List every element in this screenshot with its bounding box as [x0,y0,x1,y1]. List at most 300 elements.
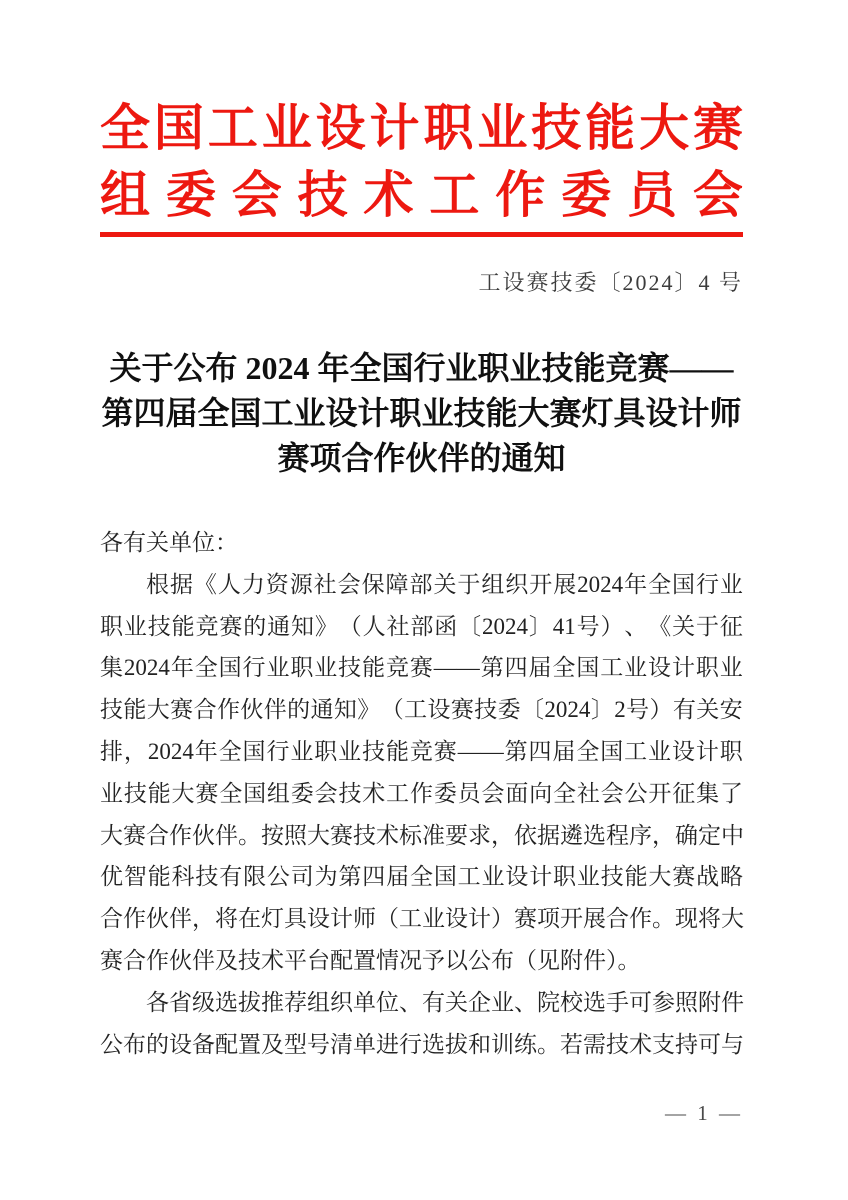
text-token: ， [192,906,215,932]
text-token: 人 [217,571,241,597]
text-token: 《 [193,571,217,597]
text-token: 能 [585,100,636,156]
text-token: 能 [147,780,171,806]
text-token: 函 [434,613,458,639]
text-token: 通 [267,613,291,639]
text-token: 2024 [123,655,170,681]
text-token: 设 [671,738,695,764]
text-token: 竞 [409,738,433,764]
text-token: 序 [629,822,652,848]
text-token: 行 [695,571,719,597]
text-token: 可 [629,989,652,1015]
text-token: 业 [481,864,505,890]
text-token: 第 [338,864,362,890]
text-token: 能 [123,697,147,723]
text-token: 参 [652,989,675,1015]
text-token: 部 [409,571,433,597]
text-token: 行 [399,1031,422,1057]
body-line [100,898,743,940]
text-token: 工 [386,780,410,806]
text-token: 持 [675,1031,698,1057]
text-token: 2024 [147,738,194,764]
text-token: 照 [675,989,698,1015]
text-token: 推 [261,989,284,1015]
text-token: 需 [583,1031,606,1057]
body-line [100,815,743,857]
text-token: 安 [719,697,743,723]
text-token: 工 [207,100,258,156]
text-token: 通 [310,697,334,723]
text-token: 和 [468,1031,491,1057]
text-token: 术 [629,1031,652,1057]
text-token: 员 [457,780,481,806]
text-token: 院 [537,989,560,1015]
text-token: 〕 [590,697,614,723]
text-token: 具 [284,906,307,932]
text-token: 全 [576,738,600,764]
text-token: 中 [721,822,744,848]
text-token: 技 [338,780,362,806]
text-token: 有 [219,864,243,890]
text-token: 照 [284,822,307,848]
body-line [100,689,743,731]
text-token: 设 [315,100,366,156]
text-token: 技 [338,655,362,681]
text-token: 准 [422,822,445,848]
text-token: 训 [491,1031,514,1057]
letterhead-line-2 [100,162,743,229]
text-token: 拔 [445,1031,468,1057]
text-token: 据 [169,571,193,597]
text-token: 职 [553,864,577,890]
text-token: 集 [100,655,123,681]
doc-number: 工设赛技委〔2024〕4 号 [478,270,743,295]
text-token: 选 [583,989,606,1015]
text-token: 大 [648,864,672,890]
text-token: 可 [698,1031,721,1057]
text-token: 赛 [450,697,474,723]
text-token: 技 [297,167,348,223]
text-token: （ [338,613,362,639]
text-token: 排 [100,738,123,764]
text-token: 技 [474,697,498,723]
body-line: 各有关单位： [100,530,238,555]
text-token: 大 [146,697,170,723]
text-token: 于 [696,613,719,639]
text-token: 会 [314,780,338,806]
text-token: 计 [330,906,353,932]
text-token: 委 [561,167,612,223]
text-token: 师 [353,906,376,932]
text-token: 业 [338,738,362,764]
text-token: 伙 [240,697,264,723]
text-token: 号 [626,697,650,723]
text-token: 全 [100,100,150,156]
text-token: 荐 [284,989,307,1015]
text-token: ） [649,697,673,723]
text-token: 合 [193,697,217,723]
text-token: 的 [243,613,267,639]
text-token: 设 [169,1031,192,1057]
text-token: ， [491,822,514,848]
text-token: 求 [468,822,491,848]
text-token: 业 [290,738,314,764]
text-token: 大 [100,822,123,848]
text-token: 伙 [146,906,169,932]
text-token: —— [433,655,480,681]
text-token: 力 [241,571,265,597]
text-token: 业 [624,655,648,681]
text-token: 限 [243,864,267,890]
text-token: 组 [100,167,150,223]
body-line: 赛合作伙伴及技术平台配置情况予以公布（见附件）。 [100,947,641,973]
body-line [100,982,743,1024]
text-token: 业 [477,100,528,156]
text-token: 单 [353,989,376,1015]
text-token: 国 [243,780,267,806]
text-token: —— [457,738,504,764]
text-token: 赛 [170,697,194,723]
text-token: 员 [627,167,677,223]
text-token: 业 [266,655,290,681]
text-token: 型 [284,1031,307,1057]
text-token: 赛 [672,864,696,890]
text-token: 确 [675,822,698,848]
text-token: 作 [409,780,433,806]
text-token: 。 [238,822,261,848]
text-token: 作 [495,167,546,223]
text-token: 行 [266,738,290,764]
text-token: 开 [648,780,672,806]
text-token: 组 [266,780,290,806]
text-token: 业 [576,864,600,890]
text-token: 选 [215,989,238,1015]
text-token: 委 [433,780,457,806]
text-token: 清 [330,1031,353,1057]
text-token: 集 [696,780,720,806]
text-token: 练 [514,1031,537,1057]
body-line [100,564,743,606]
text-token: 届 [386,864,410,890]
text-token: 〕 [528,613,552,639]
text-token: 2024 [544,697,591,723]
text-token: 设 [648,655,672,681]
text-token: 能 [624,864,648,890]
text-token: 术 [363,167,414,223]
text-token: 社 [576,780,600,806]
text-token: 关 [672,613,696,639]
text-token: 竞 [195,613,219,639]
text-token: 号 [576,613,600,639]
text-token: 伴 [169,906,192,932]
text-token: 织 [505,571,529,597]
text-token: 件 [721,989,744,1015]
text-token: 国 [242,738,266,764]
text-token: 面 [505,780,529,806]
text-token: （ [376,906,399,932]
text-token: 届 [552,738,576,764]
text-token: 技 [606,1031,629,1057]
text-token: 伴 [215,822,238,848]
text-token: 大 [639,100,690,156]
text-token: 单 [353,1031,376,1057]
text-token: 及 [261,1031,284,1057]
text-token: 赛 [514,906,537,932]
text-token: 开 [529,571,553,597]
text-token: 关 [696,697,720,723]
text-token: 将 [698,906,721,932]
text-token: 计 [369,100,420,156]
text-token: 现 [675,906,698,932]
text-token: 知 [333,697,357,723]
title-line-2: 第四届全国工业设计职业技能大赛灯具设计师 [101,395,742,431]
text-token: 公 [624,780,648,806]
text-token: 技 [531,100,582,156]
text-token: 职 [290,655,314,681]
text-token: 全 [219,780,243,806]
text-token: 赛 [330,822,353,848]
text-token: ） [491,906,514,932]
text-token: 〔 [521,697,545,723]
text-token: 、 [399,989,422,1015]
text-token: 技 [100,697,123,723]
text-token: 智 [123,864,147,890]
text-token: 计 [529,864,553,890]
text-token: 国 [433,864,457,890]
text-token: 〔 [458,613,482,639]
text-token: 知 [291,613,314,639]
text-token: 国 [153,100,204,156]
text-token: 依 [514,822,537,848]
text-token: 年 [170,655,194,681]
text-token: 术 [362,780,386,806]
text-token: 根 [146,571,169,597]
text-token: 设 [427,697,451,723]
text-token: 工 [600,655,624,681]
text-token: 职 [695,655,719,681]
text-token: 合 [100,906,123,932]
text-token: 定 [698,822,721,848]
text-token: 展 [553,571,577,597]
text-token: 赛 [219,613,243,639]
text-token: 技 [195,864,219,890]
text-token: 设 [307,906,330,932]
text-token: 若 [560,1031,583,1057]
text-token: 拔 [238,989,261,1015]
text-token: 各 [146,989,169,1015]
text-token: 国 [600,738,624,764]
document-body [100,522,743,1065]
text-token: 会 [231,167,282,223]
text-token: 标 [399,822,422,848]
text-token: 作 [169,822,192,848]
text-token: 会 [692,167,743,223]
text-token: 国 [576,655,600,681]
text-token: 进 [376,1031,399,1057]
text-token: 、 [514,989,537,1015]
text-token: 织 [330,989,353,1015]
text-token: 能 [385,738,409,764]
text-token: 手 [606,989,629,1015]
text-token: 司 [290,864,314,890]
text-token: 能 [362,655,386,681]
text-token: 委 [165,167,216,223]
text-token: 赛 [692,100,743,156]
text-token: 要 [445,822,468,848]
text-token: （ [380,697,404,723]
text-token: 业 [261,100,312,156]
text-token: 征 [672,780,696,806]
text-token: 选 [422,1031,445,1057]
text-token: 位 [376,989,399,1015]
text-token: 配 [215,1031,238,1057]
text-token: 优 [100,864,123,890]
text-token: 《 [648,613,672,639]
text-token: 级 [192,989,215,1015]
text-token: 工 [624,738,648,764]
text-token: 伙 [192,822,215,848]
body-line [100,856,743,898]
text-token: 赛 [123,822,146,848]
body-line [100,647,743,689]
letterhead-line-1 [100,95,743,162]
text-token: 职 [100,613,123,639]
text-token: 赛 [433,738,457,764]
text-token: 业 [422,906,445,932]
text-token: 支 [652,1031,675,1057]
text-token: 》 [314,613,338,639]
text-token: 工 [399,906,422,932]
text-token: 年 [194,738,218,764]
text-token: 省 [169,989,192,1015]
title-line-1: 关于公布 2024 年全国行业职业技能竞赛—— [109,350,734,386]
text-token: 合 [146,822,169,848]
text-token: 公 [266,864,290,890]
text-token: 职 [719,738,743,764]
text-token: 会 [481,780,505,806]
text-token: 业 [100,780,123,806]
text-token: 设 [445,906,468,932]
text-token: 四 [362,864,386,890]
text-token: 第 [480,655,504,681]
text-token: 社 [313,571,337,597]
text-token: 为 [314,864,338,890]
text-token: 2024 [577,571,624,597]
text-token: 关 [433,571,457,597]
text-token: 布 [123,1031,146,1057]
text-token: 保 [361,571,385,597]
letterhead [100,95,743,229]
red-divider-line [100,232,743,237]
text-token: 了 [719,780,743,806]
text-token: 职 [423,100,474,156]
text-token: 全 [553,780,577,806]
text-token: 业 [123,613,147,639]
text-token: 、 [624,613,648,639]
text-token: 组 [307,989,330,1015]
document-title [100,346,743,481]
text-token: 业 [719,655,743,681]
text-token: 赛 [409,655,433,681]
text-token: 全 [194,655,218,681]
text-token: 按 [261,822,284,848]
text-token: 资 [265,571,289,597]
text-token: 四 [504,655,528,681]
page-number: — 1 — [665,1101,743,1125]
text-token: 伴 [263,697,287,723]
text-token: 四 [528,738,552,764]
text-token: 合 [606,906,629,932]
text-token: 的 [287,697,311,723]
text-token: 技 [600,864,624,890]
body-line [100,606,743,648]
text-token: 开 [560,906,583,932]
text-token: 计 [695,738,719,764]
text-token: 企 [468,989,491,1015]
text-token: 2024 [482,613,528,639]
text-token: 据 [537,822,560,848]
text-token: 全 [218,738,242,764]
text-token: 作 [629,906,652,932]
text-token: 障 [385,571,409,597]
text-token: 社 [386,613,410,639]
text-token: 会 [600,780,624,806]
body-line [100,773,743,815]
text-token: 程 [606,822,629,848]
text-token: 战 [696,864,720,890]
text-token: 备 [192,1031,215,1057]
text-token: 组 [481,571,505,597]
text-token: 业 [719,571,743,597]
text-token: 校 [560,989,583,1015]
text-token: 科 [171,864,195,890]
text-token: 项 [537,906,560,932]
text-token: 部 [410,613,434,639]
text-token: 2 [614,697,626,723]
text-token: 第 [504,738,528,764]
text-token: 计 [468,906,491,932]
text-token: 技 [123,780,147,806]
text-token: 工 [429,167,480,223]
text-token: 计 [671,655,695,681]
text-token: 。 [652,906,675,932]
text-token: ， [123,738,147,764]
text-token: 于 [457,571,481,597]
text-token: 赛 [195,780,219,806]
text-token: 作 [123,906,146,932]
text-token: 41 [552,613,576,639]
text-token: 技 [147,613,171,639]
text-token: 与 [721,1031,744,1057]
text-token: 届 [528,655,552,681]
text-token: 》 [357,697,381,723]
text-token: 会 [337,571,361,597]
text-token: 全 [648,571,672,597]
text-token: 竞 [385,655,409,681]
text-token: 技 [353,822,376,848]
text-token: 选 [583,822,606,848]
text-token: 全 [552,655,576,681]
text-token: 作 [216,697,240,723]
text-token: 附 [698,989,721,1015]
text-token: 。 [537,1031,560,1057]
text-token: 能 [171,613,195,639]
text-token: 略 [719,864,743,890]
text-token: 在 [238,906,261,932]
text-token: 职 [314,738,338,764]
body-line [100,731,743,773]
text-token: 有 [422,989,445,1015]
